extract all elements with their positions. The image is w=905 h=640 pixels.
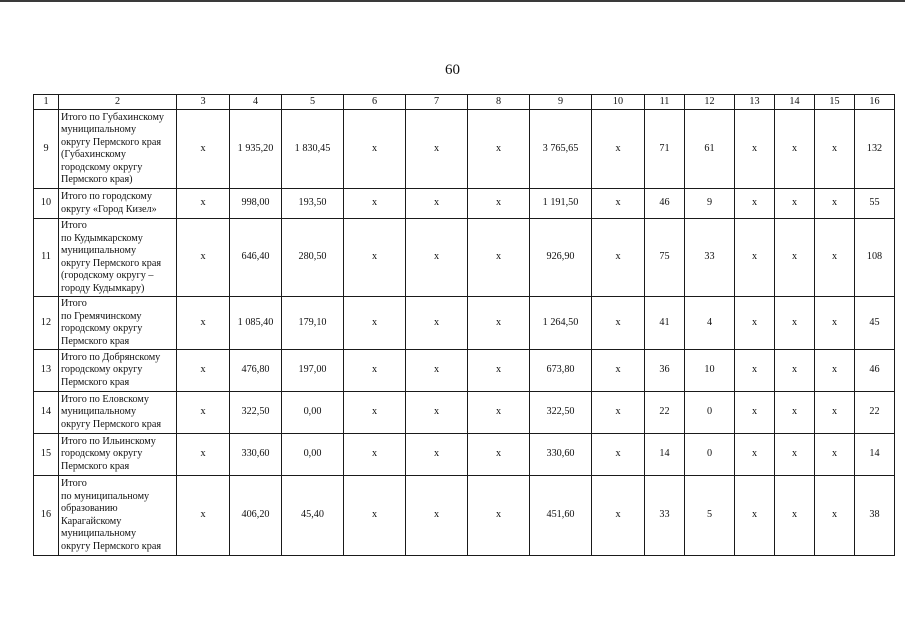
row-name-cell	[59, 476, 177, 556]
page-number: 60	[445, 62, 460, 78]
row-number-cell: 15	[34, 434, 59, 476]
row-name-line: муниципальному	[61, 124, 137, 135]
value-cell: х	[406, 219, 468, 297]
column-number-header: 7	[406, 95, 468, 110]
row-name-line: муниципальному	[61, 406, 137, 418]
value-cell: х	[344, 110, 406, 189]
column-number-header: 14	[775, 95, 815, 110]
row-name-line: округу Пермского края	[61, 257, 162, 269]
value-cell: х	[344, 350, 406, 392]
column-number-header: 2	[59, 95, 177, 110]
value-cell: 0	[685, 434, 735, 476]
column-number-header: 12	[685, 95, 735, 110]
value-cell: х	[406, 434, 468, 476]
column-number-header: 10	[592, 95, 645, 110]
value-cell: х	[735, 476, 775, 556]
value-cell: х	[735, 434, 775, 476]
value-cell: х	[592, 189, 645, 219]
value-cell: 197,00	[282, 350, 344, 392]
table-row	[34, 297, 895, 350]
row-name-line: округу «Город Кизел»	[61, 203, 157, 215]
row-name-line: Итого	[61, 298, 87, 309]
value-cell: х	[735, 189, 775, 219]
row-name-line: округу Пермского края	[61, 540, 162, 552]
row-name-cell	[59, 189, 177, 219]
value-cell: х	[344, 476, 406, 556]
row-name-cell	[59, 110, 177, 189]
value-cell: 46	[645, 189, 685, 219]
value-cell: 55	[855, 189, 895, 219]
value-cell: х	[592, 476, 645, 556]
data-table	[33, 94, 895, 556]
row-name-line: Итого по Добрянскому	[61, 351, 161, 363]
row-name-line: Итого по городскому	[61, 191, 152, 202]
value-cell: 71	[645, 110, 685, 189]
row-name-line: Пермского края)	[61, 174, 133, 185]
value-cell: х	[775, 476, 815, 556]
column-number-header: 11	[645, 95, 685, 110]
value-cell: х	[177, 350, 230, 392]
value-cell: х	[775, 297, 815, 350]
row-name-line: Пермского края	[61, 460, 130, 472]
value-cell: х	[592, 350, 645, 392]
row-number-cell: 11	[34, 219, 59, 297]
row-name-line: городскому округу	[61, 364, 143, 376]
value-cell: х	[592, 110, 645, 189]
value-cell: 322,50	[230, 392, 282, 434]
value-cell: 998,00	[230, 189, 282, 219]
row-name-cell	[59, 219, 177, 297]
column-number-header: 3	[177, 95, 230, 110]
row-name-cell	[59, 350, 177, 392]
value-cell: х	[815, 297, 855, 350]
value-cell: 45	[855, 297, 895, 350]
row-name-line: Итого	[61, 478, 87, 489]
row-name-line: городскому округу	[61, 323, 143, 334]
row-number-cell: 12	[34, 297, 59, 350]
column-number-header: 8	[468, 95, 530, 110]
value-cell: 330,60	[530, 434, 592, 476]
row-name-line: муниципальному	[61, 528, 137, 539]
row-name-line: Итого по Губахинскому	[61, 111, 164, 123]
value-cell: 132	[855, 110, 895, 189]
row-name-line: округу Пермского края	[61, 136, 162, 148]
value-cell: х	[344, 219, 406, 297]
value-cell: х	[468, 219, 530, 297]
row-name-cell	[59, 392, 177, 434]
value-cell: 0	[685, 392, 735, 434]
value-cell: 38	[855, 476, 895, 556]
value-cell: х	[177, 189, 230, 219]
value-cell: х	[344, 434, 406, 476]
column-number-header: 15	[815, 95, 855, 110]
value-cell: х	[406, 297, 468, 350]
row-number-cell: 10	[34, 189, 59, 219]
row-name-line: по Кудымкарскому	[61, 232, 143, 244]
row-name-line: Итого по Еловскому	[61, 393, 149, 405]
value-cell: х	[735, 110, 775, 189]
column-number-row	[34, 95, 895, 110]
value-cell: 61	[685, 110, 735, 189]
value-cell: х	[775, 350, 815, 392]
value-cell: 926,90	[530, 219, 592, 297]
column-number-header: 16	[855, 95, 895, 110]
row-name-line: по Гремячинскому	[61, 310, 142, 322]
value-cell: 4	[685, 297, 735, 350]
column-number-header: 6	[344, 95, 406, 110]
table-row	[34, 476, 895, 556]
value-cell: х	[468, 189, 530, 219]
column-number-header: 13	[735, 95, 775, 110]
table-body	[34, 110, 895, 556]
column-number-header: 9	[530, 95, 592, 110]
value-cell: 1 085,40	[230, 297, 282, 350]
value-cell: 9	[685, 189, 735, 219]
row-name-line: образованию	[61, 503, 118, 514]
table-row	[34, 110, 895, 189]
column-number-header: 1	[34, 95, 59, 110]
row-name-line: городскому округу	[61, 448, 143, 460]
value-cell: х	[468, 392, 530, 434]
value-cell: 33	[685, 219, 735, 297]
column-number-header: 4	[230, 95, 282, 110]
value-cell: х	[775, 219, 815, 297]
table-row	[34, 350, 895, 392]
value-cell: 45,40	[282, 476, 344, 556]
value-cell: 10	[685, 350, 735, 392]
value-cell: 0,00	[282, 434, 344, 476]
value-cell: х	[177, 476, 230, 556]
row-name-line: (городскому округу –	[61, 270, 154, 281]
value-cell: х	[406, 350, 468, 392]
row-number-cell: 13	[34, 350, 59, 392]
row-number-cell: 16	[34, 476, 59, 556]
value-cell: х	[775, 189, 815, 219]
value-cell: 1 191,50	[530, 189, 592, 219]
value-cell: 0,00	[282, 392, 344, 434]
value-cell: 1 935,20	[230, 110, 282, 189]
value-cell: 193,50	[282, 189, 344, 219]
value-cell: 14	[855, 434, 895, 476]
value-cell: х	[406, 476, 468, 556]
value-cell: х	[592, 434, 645, 476]
value-cell: 330,60	[230, 434, 282, 476]
value-cell: 33	[645, 476, 685, 556]
row-name-line: муниципальному	[61, 245, 137, 256]
value-cell: 451,60	[530, 476, 592, 556]
value-cell: х	[468, 476, 530, 556]
value-cell: х	[735, 219, 775, 297]
row-name-line: округу Пермского края	[61, 418, 162, 430]
row-name-line: Итого	[61, 220, 87, 231]
value-cell: 5	[685, 476, 735, 556]
value-cell: х	[815, 476, 855, 556]
value-cell: 406,20	[230, 476, 282, 556]
value-cell: х	[177, 110, 230, 189]
value-cell: х	[344, 297, 406, 350]
value-cell: х	[344, 189, 406, 219]
value-cell: х	[815, 219, 855, 297]
row-number-cell: 14	[34, 392, 59, 434]
row-number-cell: 9	[34, 110, 59, 189]
top-border-line	[0, 0, 905, 2]
value-cell: 14	[645, 434, 685, 476]
value-cell: х	[735, 297, 775, 350]
value-cell: х	[815, 350, 855, 392]
value-cell: х	[344, 392, 406, 434]
value-cell: х	[468, 434, 530, 476]
value-cell: 36	[645, 350, 685, 392]
value-cell: х	[815, 434, 855, 476]
table-row	[34, 434, 895, 476]
value-cell: 108	[855, 219, 895, 297]
row-name-line: Итого по Ильинскому	[61, 435, 156, 447]
value-cell: 673,80	[530, 350, 592, 392]
value-cell: 1 830,45	[282, 110, 344, 189]
value-cell: х	[735, 392, 775, 434]
row-name-line: Пермского края	[61, 376, 130, 388]
value-cell: х	[815, 392, 855, 434]
row-name-cell	[59, 434, 177, 476]
row-name-line: Пермского края	[61, 335, 130, 347]
value-cell: 646,40	[230, 219, 282, 297]
value-cell: 1 264,50	[530, 297, 592, 350]
value-cell: 322,50	[530, 392, 592, 434]
value-cell: х	[177, 297, 230, 350]
value-cell: х	[775, 434, 815, 476]
value-cell: х	[592, 392, 645, 434]
value-cell: 280,50	[282, 219, 344, 297]
value-cell: х	[592, 219, 645, 297]
value-cell: 476,80	[230, 350, 282, 392]
row-name-line: Карагайскому	[61, 515, 122, 527]
value-cell: х	[775, 110, 815, 189]
value-cell: 75	[645, 219, 685, 297]
value-cell: х	[406, 189, 468, 219]
value-cell: х	[406, 392, 468, 434]
value-cell: х	[815, 110, 855, 189]
value-cell: 179,10	[282, 297, 344, 350]
table-row	[34, 189, 895, 219]
row-name-cell	[59, 297, 177, 350]
value-cell: х	[177, 219, 230, 297]
value-cell: 22	[645, 392, 685, 434]
value-cell: х	[592, 297, 645, 350]
value-cell: 46	[855, 350, 895, 392]
column-number-header: 5	[282, 95, 344, 110]
value-cell: х	[177, 434, 230, 476]
row-name-line: городу Кудымкару)	[61, 282, 145, 294]
value-cell: х	[468, 297, 530, 350]
value-cell: х	[177, 392, 230, 434]
value-cell: х	[735, 350, 775, 392]
row-name-line: по муниципальному	[61, 490, 150, 502]
value-cell: х	[775, 392, 815, 434]
row-name-line: (Губахинскому	[61, 149, 126, 160]
table-row	[34, 392, 895, 434]
value-cell: х	[468, 350, 530, 392]
value-cell: х	[468, 110, 530, 189]
value-cell: х	[406, 110, 468, 189]
value-cell: 3 765,65	[530, 110, 592, 189]
value-cell: 41	[645, 297, 685, 350]
row-name-line: городскому округу	[61, 161, 143, 173]
table-row	[34, 219, 895, 297]
value-cell: х	[815, 189, 855, 219]
value-cell: 22	[855, 392, 895, 434]
